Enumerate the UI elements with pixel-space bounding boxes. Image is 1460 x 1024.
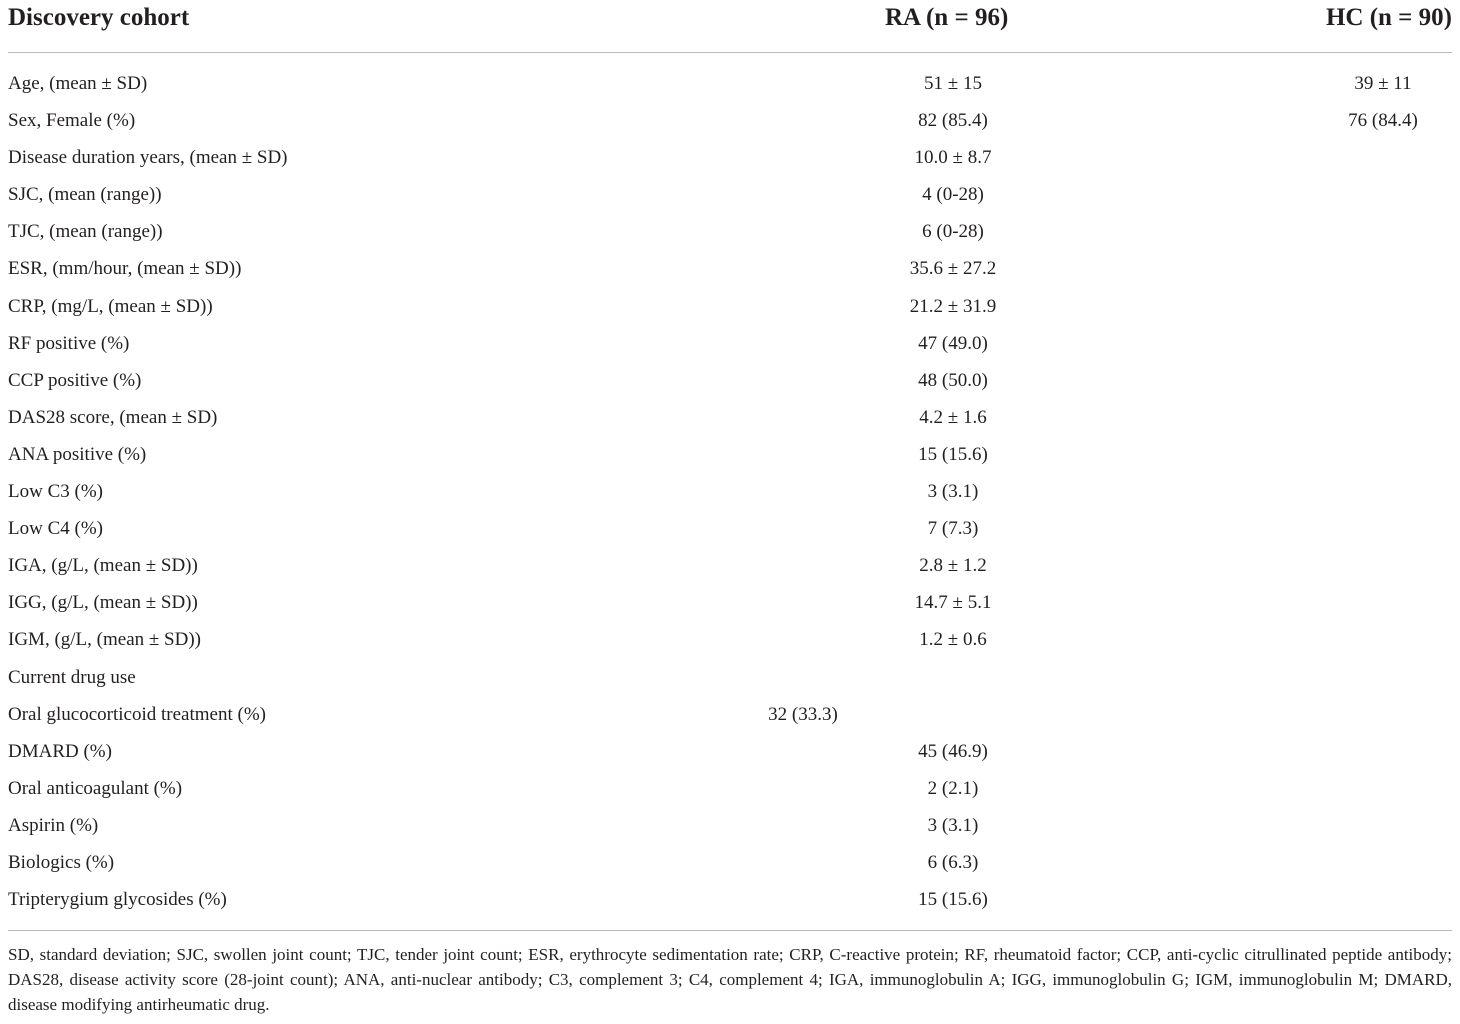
row-ra-value: 10.0 ± 8.7	[914, 147, 992, 169]
table-row	[0, 881, 1460, 918]
header-discovery-cohort: Discovery cohort	[8, 4, 190, 31]
table-row	[0, 473, 1460, 510]
row-label: Current drug use	[8, 666, 136, 688]
row-ra-value: 3 (3.1)	[927, 814, 979, 836]
table-footnote: SD, standard deviation; SJC, swollen joint count; TJC, tender joint count; ESR, erythrocyte sedimentation rate; CRP, C-reactive protein; RF, rheumatoid factor; CCP, anti-cyclic citrullinated peptide antibody; DAS28, disease activity score (28-joint count); ANA, anti-nuclear antibody; C3, complement 3; C4, complement 4; IGA, immunoglobulin A; IGG, immunoglobulin G; IGM, immunoglobulin M; DMARD, disease modifying antirheumatic drug.	[8, 945, 1452, 1014]
footer-divider	[8, 930, 1452, 931]
row-label: TJC, (mean (range))	[8, 221, 163, 243]
row-ra-value: 2.8 ± 1.2	[919, 555, 987, 577]
row-ra-value: 82 (85.4)	[918, 110, 988, 132]
table-row	[0, 362, 1460, 399]
row-label: SJC, (mean (range))	[8, 184, 162, 206]
row-ra-value: 15 (15.6)	[918, 889, 988, 911]
table-row	[0, 250, 1460, 287]
row-label: Low C3 (%)	[8, 481, 103, 503]
table-row	[0, 733, 1460, 770]
row-label: Biologics (%)	[8, 851, 115, 873]
table-row	[0, 213, 1460, 250]
row-hc-value: 39 ± 11	[1354, 73, 1412, 94]
table-row	[0, 659, 1460, 696]
row-ra-value: 47 (49.0)	[918, 332, 988, 354]
table-body	[0, 65, 1460, 918]
row-label: CRP, (mg/L, (mean ± SD))	[8, 295, 213, 317]
table-row	[0, 547, 1460, 584]
row-ra-value: 45 (46.9)	[918, 740, 988, 762]
row-ra-value: 51 ± 15	[924, 73, 982, 94]
row-label: CCP positive (%)	[8, 369, 142, 391]
row-ra-value: 35.6 ± 27.2	[909, 258, 997, 280]
table-row	[0, 770, 1460, 807]
table-row	[0, 325, 1460, 362]
row-ra-value: 7 (7.3)	[927, 518, 979, 540]
row-ra-value: 6 (0-28)	[922, 221, 984, 243]
table-row	[0, 696, 1460, 733]
row-ra-value: 4.2 ± 1.6	[919, 406, 987, 428]
row-label: Oral glucocorticoid treatment (%)	[8, 703, 266, 725]
table-row	[0, 288, 1460, 325]
row-label: ANA positive (%)	[8, 443, 147, 465]
row-label: Sex, Female (%)	[8, 110, 136, 132]
table-row	[0, 510, 1460, 547]
row-label: Tripterygium glycosides (%)	[8, 889, 227, 911]
table-row	[0, 844, 1460, 881]
header-ra: RA (n = 96)	[885, 4, 1009, 31]
table-row	[0, 807, 1460, 844]
row-label: IGA, (g/L, (mean ± SD))	[8, 555, 198, 577]
table-row	[0, 399, 1460, 436]
row-label: Oral anticoagulant (%)	[8, 777, 183, 799]
row-label: Low C4 (%)	[8, 518, 103, 540]
row-ra-value: 6 (6.3)	[927, 851, 979, 873]
row-label: Aspirin (%)	[8, 814, 99, 836]
table-row	[0, 584, 1460, 621]
row-ra-value: 2 (2.1)	[927, 777, 979, 799]
row-ra-value: 32 (33.3)	[768, 703, 838, 725]
row-ra-value: 4 (0-28)	[922, 184, 984, 206]
table-row	[0, 621, 1460, 658]
table-row	[0, 139, 1460, 176]
row-ra-value: 3 (3.1)	[927, 481, 979, 503]
row-label: ESR, (mm/hour, (mean ± SD))	[8, 258, 242, 280]
row-hc-value: 76 (84.4)	[1348, 110, 1418, 132]
row-label: RF positive (%)	[8, 332, 130, 354]
row-label: IGG, (g/L, (mean ± SD))	[8, 592, 198, 614]
row-ra-value: 1.2 ± 0.6	[919, 629, 987, 651]
table-header	[0, 0, 1460, 40]
row-ra-value: 14.7 ± 5.1	[914, 592, 992, 614]
row-label: DAS28 score, (mean ± SD)	[8, 406, 218, 428]
row-label: Age, (mean ± SD)	[8, 73, 148, 94]
header-divider	[8, 52, 1452, 53]
table-row	[0, 176, 1460, 213]
row-ra-value: 48 (50.0)	[918, 369, 988, 391]
table-row	[0, 102, 1460, 139]
row-label: IGM, (g/L, (mean ± SD))	[8, 629, 201, 651]
row-label: Disease duration years, (mean ± SD)	[8, 147, 288, 169]
row-ra-value: 21.2 ± 31.9	[909, 295, 997, 317]
row-ra-value: 15 (15.6)	[918, 443, 988, 465]
row-label: DMARD (%)	[8, 740, 112, 762]
table-row	[0, 65, 1460, 102]
table-row	[0, 436, 1460, 473]
header-hc: HC (n = 90)	[1325, 4, 1452, 31]
